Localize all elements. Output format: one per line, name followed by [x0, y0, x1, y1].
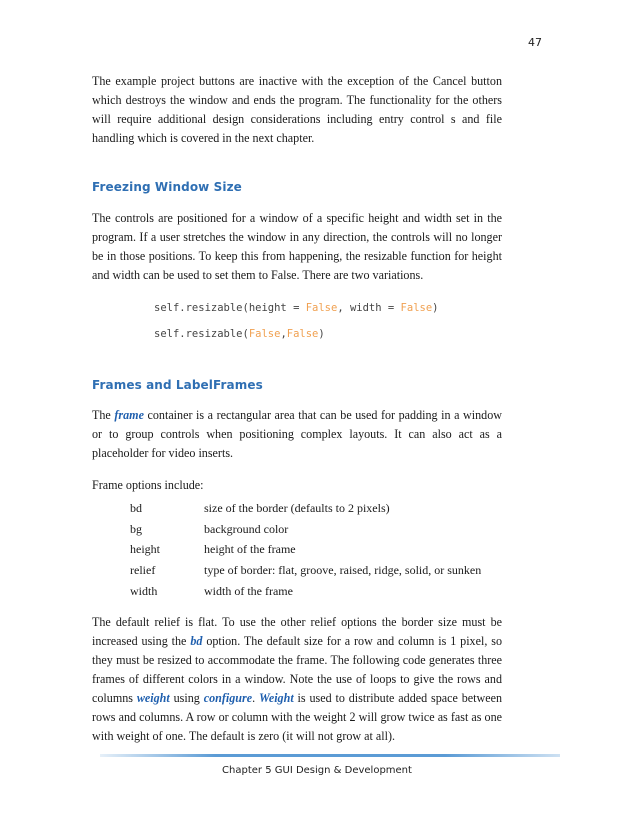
code-text: self.resizable(: [154, 328, 249, 340]
option-row: [130, 519, 481, 540]
options-intro: Frame options include:: [92, 478, 204, 492]
text-run: container is a rectangular area that can be used for padding in a window or to group controls when positioning complex layouts. It can also act as a placeholder for video inserts.: [92, 408, 503, 460]
option-row: [130, 498, 481, 519]
code-literal: False: [248, 328, 281, 340]
option-name: height: [130, 542, 160, 557]
page-number: 47: [528, 36, 542, 49]
intro-paragraph: The example project buttons are inactive with the exception of the Cancel button which destroys the window and ends the program. The functionality for the others will require additional design considerations including entry control s and file handling which is covered in the next chapter.: [92, 74, 502, 145]
option-desc: size of the border (defaults to 2 pixels): [204, 500, 390, 515]
code-literal: False: [286, 328, 319, 340]
relief-paragraph: [92, 613, 502, 746]
text-run: using: [169, 691, 204, 706]
code-text: ): [318, 328, 325, 340]
code-text: , width =: [337, 302, 401, 314]
option-row: [130, 539, 481, 560]
freezing-heading: Freezing Window Size: [92, 180, 242, 194]
option-desc: width of the frame: [204, 583, 293, 598]
code-line-2: [154, 323, 502, 345]
option-desc: type of border: flat, groove, raised, ridge, solid, or sunken: [204, 562, 482, 577]
code-line-1: [154, 297, 502, 319]
text-run: The: [92, 408, 115, 422]
text-run: The default relief is flat. To use the other relief options the border size must be increased using the: [92, 615, 502, 649]
code-block: [154, 297, 502, 345]
code-text: ,: [280, 328, 287, 340]
footer-divider: [100, 754, 560, 757]
option-name: relief: [130, 562, 156, 577]
option-row: [130, 560, 481, 581]
code-literal: False: [400, 302, 433, 314]
option-name: width: [130, 583, 158, 598]
freezing-paragraph: The controls are positioned for a window of a specific height and width set in the program. If a user stretches the window in any direction, the controls will no longer be in those positions. To keep this from happening, the resizable function for height and width can be used to set them to False. There are two variations.: [92, 211, 502, 282]
page-body: [92, 72, 502, 746]
frame-intro-paragraph: [92, 406, 502, 463]
option-row: [130, 581, 481, 602]
configure-term: configure: [203, 691, 253, 706]
option-name: bg: [130, 521, 142, 536]
code-text: ): [432, 302, 439, 314]
footer-chapter-title: Chapter 5 GUI Design & Development: [222, 765, 412, 776]
weight-term-capitalized: Weight: [258, 691, 294, 706]
options-table: [130, 498, 481, 601]
text-run: option. The default size for a row and column is 1 pixel, so they must be resized to accommodate the frame. The following code generates three frames of different colors in a window. Note the use of loops to give the rows and columns: [92, 634, 502, 706]
code-literal: False: [305, 302, 338, 314]
bd-term: bd: [190, 634, 203, 649]
frames-heading: Frames and LabelFrames: [92, 378, 263, 392]
text-run: is used to distribute added space between rows and columns. A row or column with the weight 2 will grow twice as fast as one with weight of one. The default is zero (it will not grow at all).: [92, 691, 503, 744]
text-run: .: [252, 691, 259, 706]
option-name: bd: [130, 500, 142, 515]
frame-term: frame: [114, 408, 144, 422]
code-text: self.resizable(height =: [154, 302, 306, 314]
option-desc: background color: [204, 521, 289, 536]
option-desc: height of the frame: [204, 542, 296, 557]
weight-term: weight: [136, 691, 170, 706]
